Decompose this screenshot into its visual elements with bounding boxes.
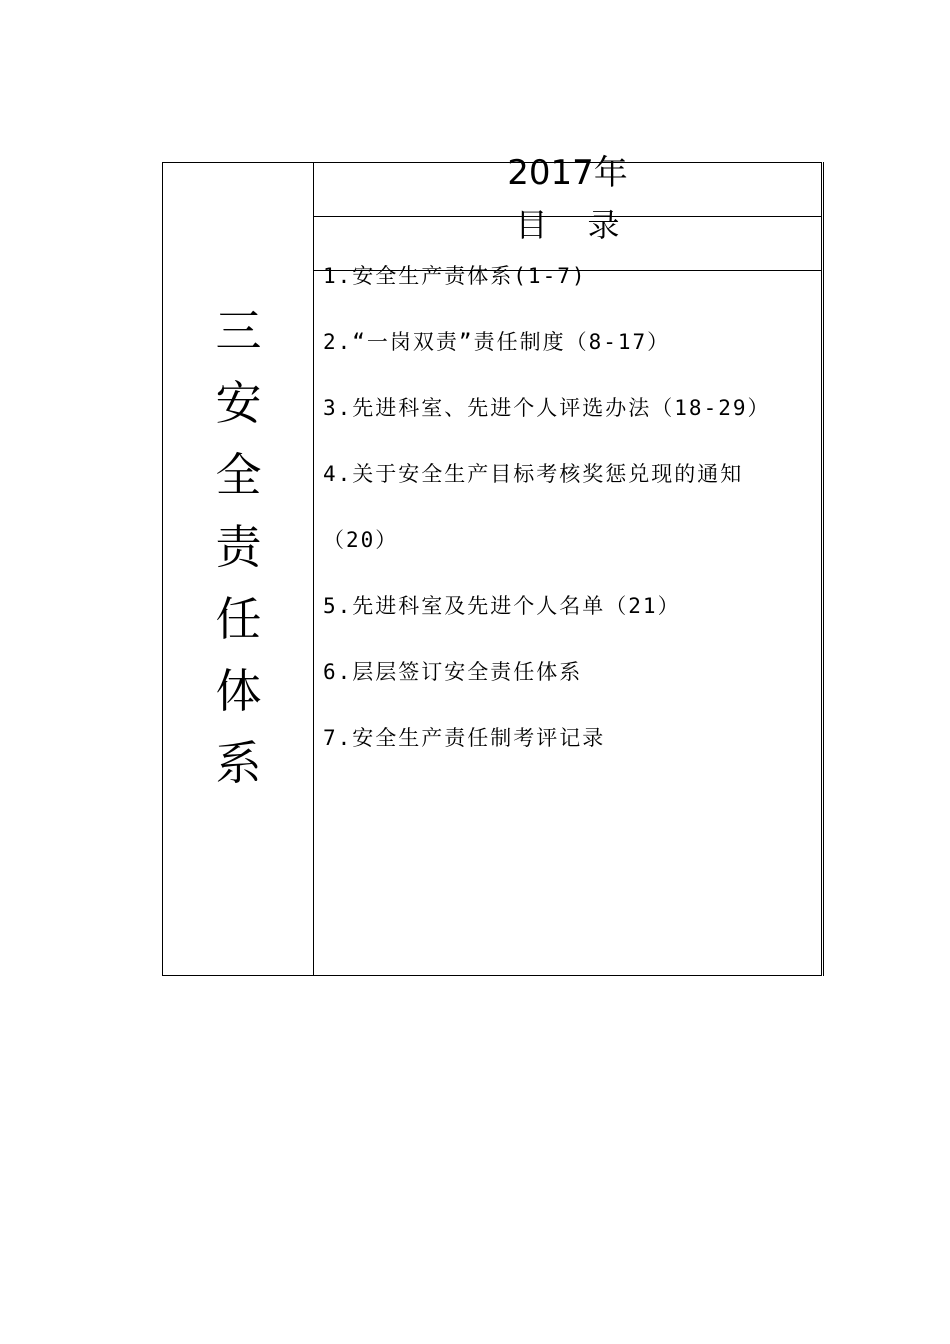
vertical-char: 体 xyxy=(215,664,262,718)
vertical-char: 系 xyxy=(215,736,262,790)
vertical-char: 安 xyxy=(215,376,262,430)
toc-item: 3.先进科室、先进个人评选办法（18-29） xyxy=(323,396,771,420)
toc-table xyxy=(162,153,822,976)
vertical-char: 三 xyxy=(215,304,262,358)
toc-item-continuation: （20） xyxy=(323,528,399,552)
toc-item: 7.安全生产责任制考评记录 xyxy=(323,726,606,750)
toc-item: 6.层层签订安全责任体系 xyxy=(323,660,583,684)
toc-list xyxy=(323,263,817,771)
toc-item: 2.“一岗双责”责任制度（8-17） xyxy=(323,330,671,354)
year-title: 2017年 xyxy=(507,153,628,193)
vertical-char: 全 xyxy=(215,448,262,502)
toc-item: 4.关于安全生产目标考核奖惩兑现的通知 xyxy=(323,462,744,486)
left-column xyxy=(163,163,314,975)
toc-item: 5.先进科室及先进个人名单（21） xyxy=(323,594,681,618)
right-column xyxy=(314,153,821,975)
vertical-section-title xyxy=(163,295,314,799)
toc-item: 1.安全生产责体系(1-7) xyxy=(323,264,587,288)
page-title: 目录 xyxy=(515,206,660,244)
vertical-char: 责 xyxy=(215,520,262,574)
vertical-char: 任 xyxy=(215,592,262,646)
